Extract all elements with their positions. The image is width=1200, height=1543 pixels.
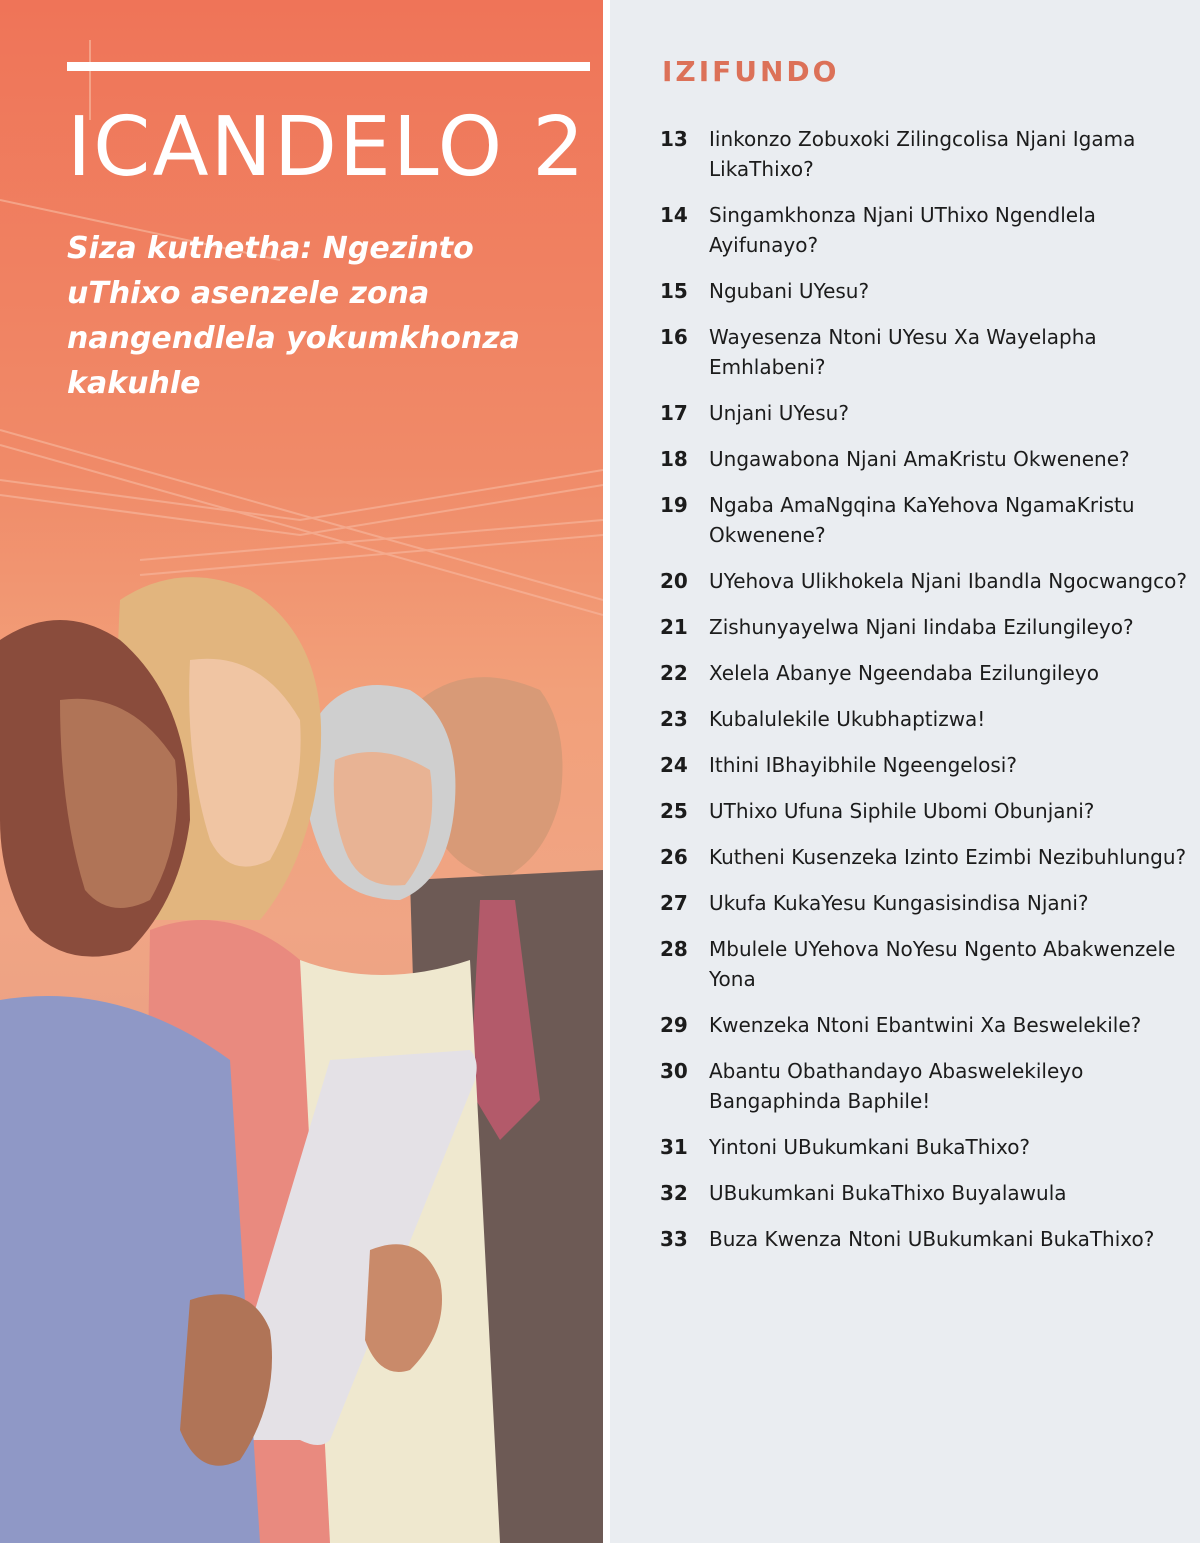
lesson-number: 22 xyxy=(660,661,688,685)
lesson-title: Ukufa KukaYesu Kungasisindisa Njani? xyxy=(709,891,1089,915)
lesson-item xyxy=(660,658,1190,688)
lesson-number: 20 xyxy=(660,569,688,593)
section-title: ICANDELO 2 xyxy=(67,100,587,195)
lesson-item xyxy=(660,566,1190,596)
lesson-title: Mbulele UYehova NoYesu Ngento Abakwenzele Yona xyxy=(709,937,1176,991)
lesson-number: 23 xyxy=(660,707,688,731)
lesson-title: Kubalulekile Ukubhaptizwa! xyxy=(709,707,986,731)
lesson-number: 33 xyxy=(660,1227,688,1251)
lesson-item xyxy=(660,1224,1190,1254)
lesson-title: Zishunyayelwa Njani Iindaba Ezilungileyo? xyxy=(709,615,1134,639)
lesson-item xyxy=(660,1132,1190,1162)
lesson-number: 28 xyxy=(660,937,688,961)
lesson-number: 31 xyxy=(660,1135,688,1159)
lesson-title: Wayesenza Ntoni UYesu Xa Wayelapha Emhlabeni? xyxy=(709,325,1097,379)
lesson-title: UThixo Ufuna Siphile Ubomi Obunjani? xyxy=(709,799,1095,823)
lesson-title: Singamkhonza Njani UThixo Ngendlela Ayifunayo? xyxy=(709,203,1096,257)
lesson-item xyxy=(660,612,1190,642)
lesson-item xyxy=(660,1010,1190,1040)
lesson-title: Abantu Obathandayo Abaswelekileyo Bangaphinda Baphile! xyxy=(709,1059,1084,1113)
lesson-title: Iinkonzo Zobuxoki Zilingcolisa Njani Igama LikaThixo? xyxy=(709,127,1136,181)
lesson-number: 15 xyxy=(660,279,688,303)
lesson-title: Ngaba AmaNgqina KaYehova NgamaKristu Okwenene? xyxy=(709,493,1135,547)
lesson-title: UYehova Ulikhokela Njani Ibandla Ngocwangco? xyxy=(709,569,1187,593)
section-subtitle: Siza kuthetha: Ngezinto uThixo asenzele zona nangendlela yokumkhonza kakuhle xyxy=(67,231,520,401)
lesson-number: 17 xyxy=(660,401,688,425)
lesson-list xyxy=(660,124,1190,1270)
lesson-number: 32 xyxy=(660,1181,688,1205)
lesson-item xyxy=(660,398,1190,428)
lesson-item xyxy=(660,276,1190,306)
lesson-item xyxy=(660,200,1190,260)
lesson-item xyxy=(660,124,1190,184)
lesson-number: 21 xyxy=(660,615,688,639)
lesson-title: Yintoni UBukumkani BukaThixo? xyxy=(709,1135,1031,1159)
lesson-number: 26 xyxy=(660,845,688,869)
lesson-title: UBukumkani BukaThixo Buyalawula xyxy=(709,1181,1067,1205)
lesson-item xyxy=(660,1056,1190,1116)
lesson-item xyxy=(660,750,1190,780)
lesson-item xyxy=(660,934,1190,994)
lesson-number: 25 xyxy=(660,799,688,823)
lesson-item xyxy=(660,842,1190,872)
panel-divider xyxy=(603,0,610,1543)
lessons-panel xyxy=(610,0,1200,1543)
lesson-number: 19 xyxy=(660,493,688,517)
lesson-item xyxy=(660,796,1190,826)
lesson-title: Kwenzeka Ntoni Ebantwini Xa Beswelekile? xyxy=(709,1013,1142,1037)
lessons-heading: IZIFUNDO xyxy=(662,55,840,88)
lesson-item xyxy=(660,322,1190,382)
lesson-number: 24 xyxy=(660,753,688,777)
lesson-number: 14 xyxy=(660,203,688,227)
top-rule xyxy=(67,62,590,71)
lesson-number: 13 xyxy=(660,127,688,151)
lesson-item xyxy=(660,1178,1190,1208)
lesson-title: Ithini IBhayibhile Ngeengelosi? xyxy=(709,753,1017,777)
lesson-number: 18 xyxy=(660,447,688,471)
lesson-title: Xelela Abanye Ngeendaba Ezilungileyo xyxy=(709,661,1099,685)
lesson-title: Ungawabona Njani AmaKristu Okwenene? xyxy=(709,447,1130,471)
lesson-item xyxy=(660,704,1190,734)
lesson-title: Buza Kwenza Ntoni UBukumkani BukaThixo? xyxy=(709,1227,1155,1251)
lesson-title: Kutheni Kusenzeka Izinto Ezimbi Nezibuhlungu? xyxy=(709,845,1187,869)
lesson-item xyxy=(660,490,1190,550)
lesson-title: Ngubani UYesu? xyxy=(709,279,870,303)
lesson-title: Unjani UYesu? xyxy=(709,401,849,425)
lesson-item xyxy=(660,888,1190,918)
lesson-number: 27 xyxy=(660,891,688,915)
lesson-number: 29 xyxy=(660,1013,688,1037)
lesson-item xyxy=(660,444,1190,474)
lesson-number: 16 xyxy=(660,325,688,349)
lesson-number: 30 xyxy=(660,1059,688,1083)
